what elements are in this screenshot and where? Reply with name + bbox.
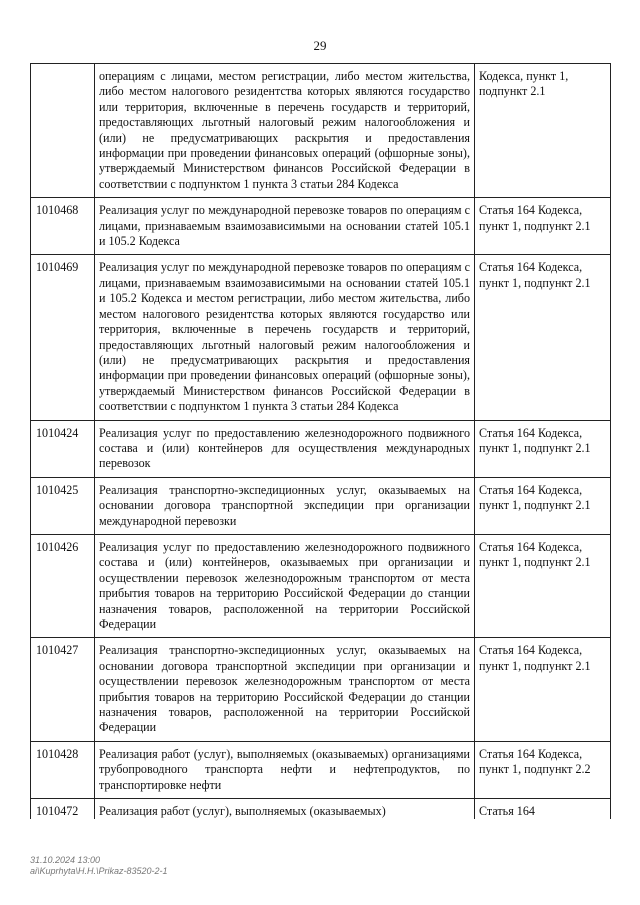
row-description: Реализация транспортно-экспедиционных услуг, оказываемых на основании договора транспортной экспедиции при организации международной перевозки <box>95 477 475 534</box>
row-reference: Статья 164 Кодекса, пункт 1, подпункт 2.1 <box>475 198 611 255</box>
row-description: Реализация работ (услуг), выполняемых (оказываемых) <box>95 799 475 820</box>
row-reference: Статья 164 Кодекса, пункт 1, подпункт 2.1 <box>475 420 611 477</box>
row-code <box>31 64 95 198</box>
document-footer <box>30 855 168 877</box>
row-description: Реализация услуг по международной перевозке товаров по операциям с лицами, признаваемым взаимозависимыми на основании статей 105.1 и 105.2 Кодекса и местом регистрации, либо местом жительства, либо местом налогового резидентства которых являются государство или территория, включенные в перечень государств и территорий, предоставляющих льготный налоговый режим налогообложения и (или) не предусматривающих раскрытия и предоставления информации при проведении финансовых операций (офшорные зоны), утверждаемый Министерством финансов Российской Федерации в соответствии с подпунктом 1 пункта 3 статьи 284 Кодекса <box>95 255 475 420</box>
row-code: 1010426 <box>31 534 95 637</box>
row-code: 1010428 <box>31 741 95 798</box>
row-code: 1010425 <box>31 477 95 534</box>
codes-table <box>30 63 611 819</box>
table-row <box>31 64 611 198</box>
row-description: Реализация работ (услуг), выполняемых (оказываемых) организациями трубопроводного транспорта нефти и нефтепродуктов, по транспортировке нефти <box>95 741 475 798</box>
row-description: операциям с лицами, местом регистрации, либо местом жительства, либо местом налогового резидентства которых являются государство или территория, включенные в перечень государств и территорий, предоставляющих льготный налоговый режим налогообложения и (или) не предусматривающих раскрытия и предоставления информации при проведении финансовых операций (офшорные зоны), утверждаемый Министерством финансов Российской Федерации в соответствии с подпунктом 1 пункта 3 статьи 284 Кодекса <box>95 64 475 198</box>
row-code: 1010468 <box>31 198 95 255</box>
table-row <box>31 799 611 820</box>
row-description: Реализация транспортно-экспедиционных услуг, оказываемых на основании договора транспортной экспедиции при организации и осуществлении перевозок железнодорожным транспортом от места прибытия товаров на территорию Российской Федерации до станции назначения товаров, расположенной на территории Российской Федерации <box>95 638 475 741</box>
row-reference: Статья 164 <box>475 799 611 820</box>
row-code: 1010427 <box>31 638 95 741</box>
row-description: Реализация услуг по международной перевозке товаров по операциям с лицами, признаваемым взаимозависимыми на основании статей 105.1 и 105.2 Кодекса <box>95 198 475 255</box>
table-row <box>31 741 611 798</box>
row-reference: Статья 164 Кодекса, пункт 1, подпункт 2.1 <box>475 477 611 534</box>
page-number: 29 <box>313 38 327 53</box>
row-description: Реализация услуг по предоставлению железнодорожного подвижного состава и (или) контейнеров для осуществления международных перевозок <box>95 420 475 477</box>
row-reference: Статья 164 Кодекса, пункт 1, подпункт 2.2 <box>475 741 611 798</box>
footer-timestamp: 31.10.2024 13:00 <box>30 855 101 865</box>
row-code: 1010469 <box>31 255 95 420</box>
table-row <box>31 198 611 255</box>
table-row <box>31 255 611 420</box>
footer-file-path: ai\Kuprhyta\H.H.\Prikaz-83520-2-1 <box>30 866 168 876</box>
table-row <box>31 534 611 637</box>
table-row <box>31 477 611 534</box>
table-row <box>31 420 611 477</box>
row-reference: Статья 164 Кодекса, пункт 1, подпункт 2.1 <box>475 255 611 420</box>
row-code: 1010424 <box>31 420 95 477</box>
row-reference: Кодекса, пункт 1, подпункт 2.1 <box>475 64 611 198</box>
row-code: 1010472 <box>31 799 95 820</box>
row-description: Реализация услуг по предоставлению железнодорожного подвижного состава и (или) контейнеров, оказываемых при организации и осуществлении перевозок железнодорожным транспортом от места прибытия товаров на территорию Российской Федерации до станции назначения товаров, расположенной на территории Российской Федерации <box>95 534 475 637</box>
row-reference: Статья 164 Кодекса, пункт 1, подпункт 2.1 <box>475 638 611 741</box>
row-reference: Статья 164 Кодекса, пункт 1, подпункт 2.1 <box>475 534 611 637</box>
table-row <box>31 638 611 741</box>
